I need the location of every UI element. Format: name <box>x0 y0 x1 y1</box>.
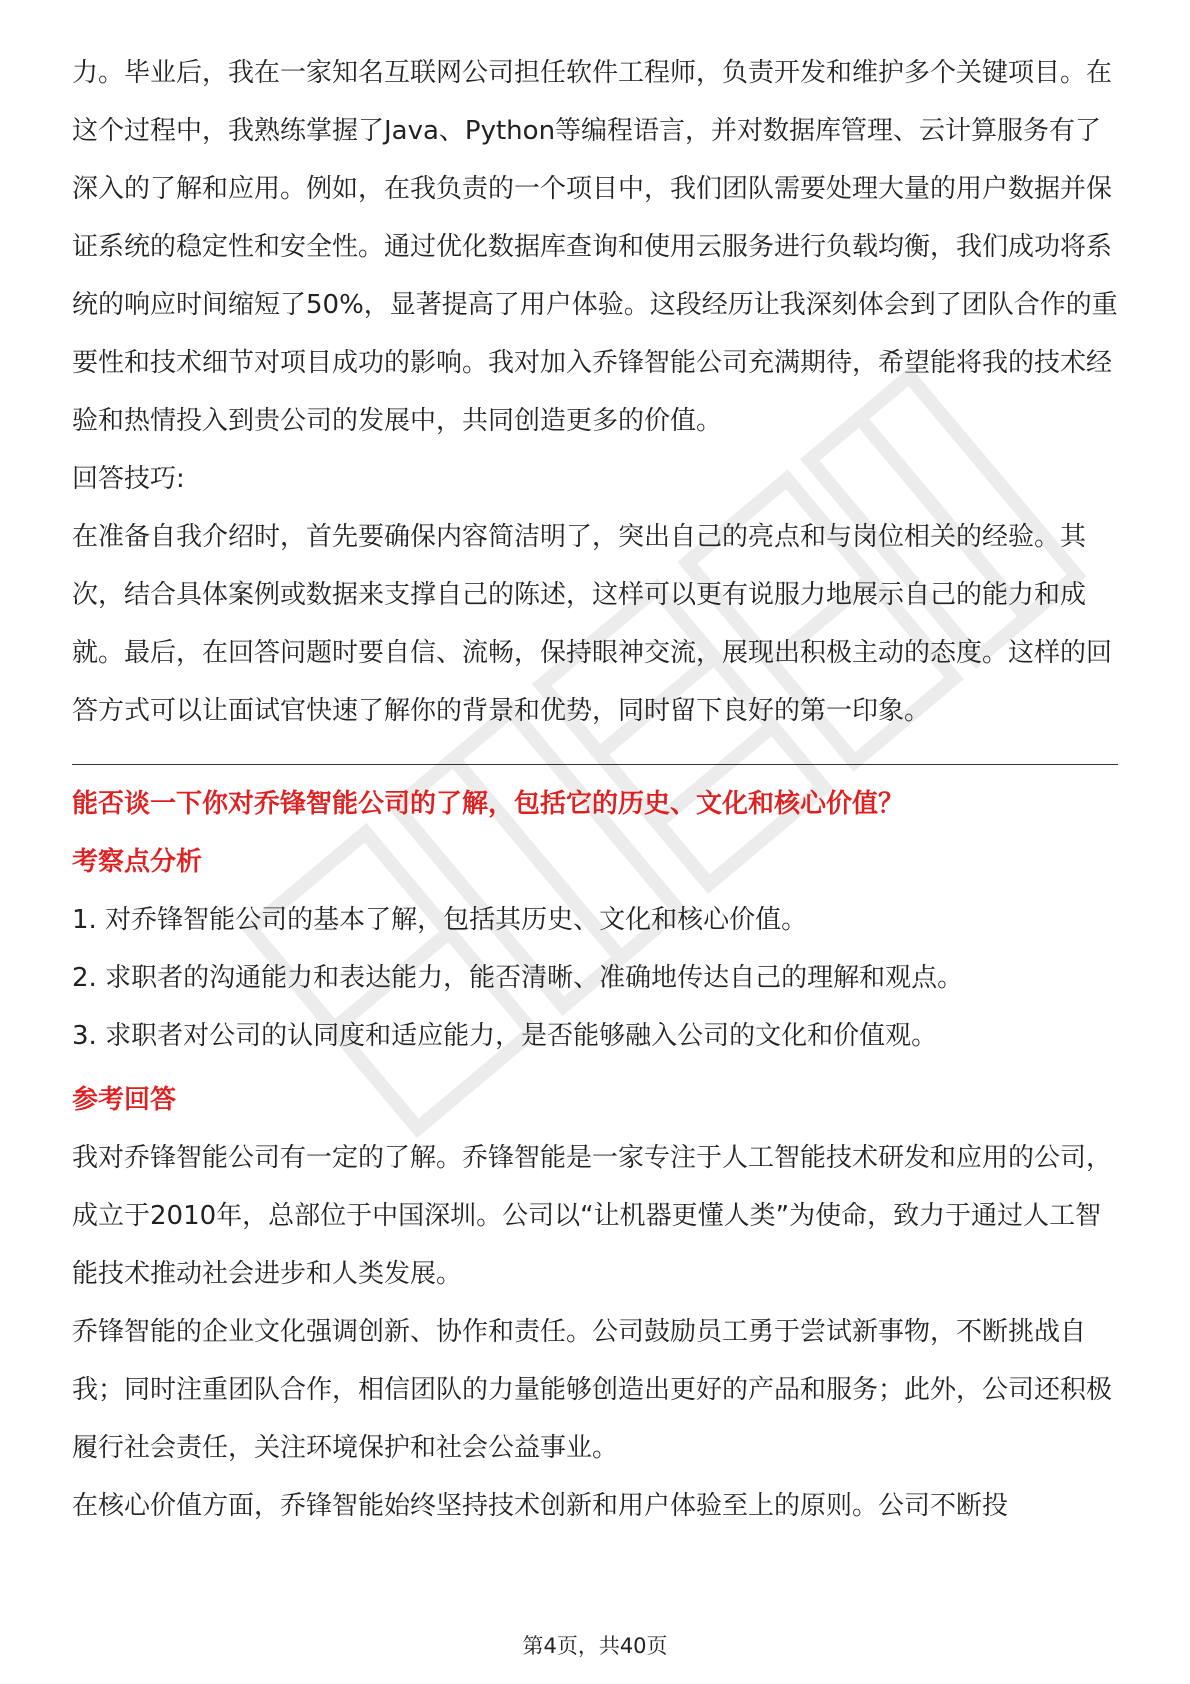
answer-title: 参考回答 <box>72 1085 177 1115</box>
answer-paragraph: 乔锋智能的企业文化强调创新、协作和责任。公司鼓励员工勇于尝试新事物，不断挑战自我；同时注重团队合作，相信团队的力量能够创造出更好的产品和服务；此外，公司还积极履行社会责任，关注环境保护和社会公益事业。 <box>72 1317 1113 1463</box>
tips-label: 回答技巧: <box>72 464 185 494</box>
list-item: 1. 对乔锋智能公司的基本了解，包括其历史、文化和核心价值。 <box>72 905 808 935</box>
main-content <box>72 44 1118 1535</box>
intro-paragraph: 力。毕业后，我在一家知名互联网公司担任软件工程师，负责开发和维护多个关键项目。在这个过程中，我熟练掌握了Java、Python等编程语言，并对数据库管理、云计算服务有了深入的了解和应用。例如，在我负责的一个项目中，我们团队需要处理大量的用户数据并保证系统的稳定性和安全性。通过优化数据库查询和使用云服务进行负载均衡，我们成功将系统的响应时间缩短了50%，显著提高了用户体验。这段经历让我深刻体会到了团队合作的重要性和技术细节对项目成功的影响。我对加入乔锋智能公司充满期待，希望能将我的技术经验和热情投入到贵公司的发展中，共同创造更多的价值。 <box>72 58 1118 436</box>
answer-paragraph: 在核心价值方面，乔锋智能始终坚持技术创新和用户体验至上的原则。公司不断投 <box>72 1491 1009 1521</box>
list-item: 2. 求职者的沟通能力和表达能力，能否清晰、准确地传达自己的理解和观点。 <box>72 963 964 993</box>
question-heading: 能否谈一下你对乔锋智能公司的了解，包括它的历史、文化和核心价值？ <box>72 789 905 819</box>
list-item: 3. 求职者对公司的认同度和适应能力，是否能够融入公司的文化和价值观。 <box>72 1021 938 1051</box>
page-footer: 第4页，共40页 <box>522 1634 668 1658</box>
section-divider <box>72 764 1118 765</box>
analysis-list <box>72 891 1118 1065</box>
answer-paragraph: 我对乔锋智能公司有一定的了解。乔锋智能是一家专注于人工智能技术研发和应用的公司，成立于2010年，总部位于中国深圳。公司以“让机器更懂人类”为使命，致力于通过人工智能技术推动社会进步和人类发展。 <box>72 1143 1113 1289</box>
tips-paragraph: 在准备自我介绍时，首先要确保内容简洁明了，突出自己的亮点和与岗位相关的经验。其次，结合具体案例或数据来支撑自己的陈述，这样可以更有说服力地展示自己的能力和成就。最后，在回答问题时要自信、流畅，保持眼神交流，展现出积极主动的态度。这样的回答方式可以让面试官快速了解你的背景和优势，同时留下良好的第一印象。 <box>72 522 1113 726</box>
analysis-title: 考察点分析 <box>72 847 203 877</box>
